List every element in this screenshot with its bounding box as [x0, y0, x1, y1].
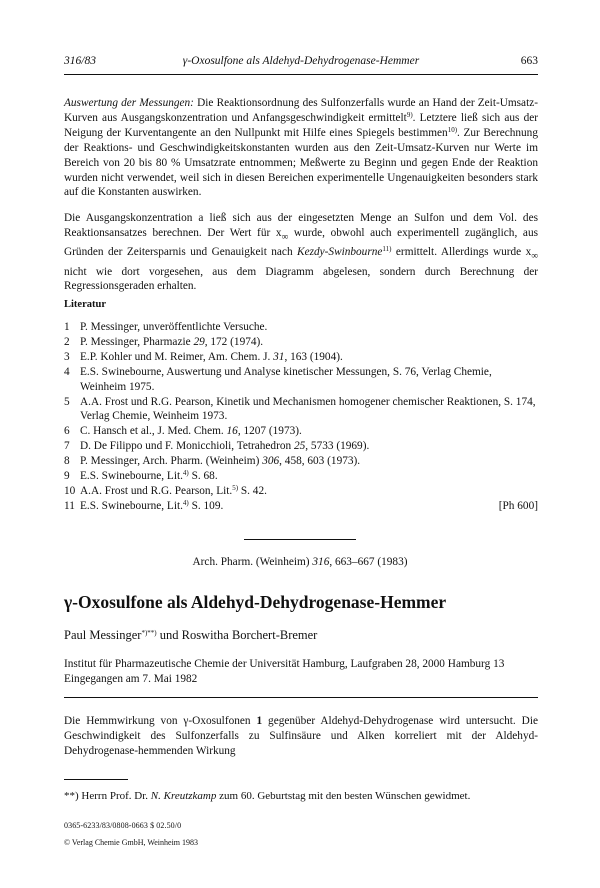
institute-address: Institut für Pharmazeutische Chemie der Universität Hamburg, Laufgraben 28, 2000 Hamburg 13 — [64, 658, 505, 670]
reference-list — [64, 320, 538, 514]
reference-item: 10 A.A. Frost und R.G. Pearson, Lit.$^{5)}$ S. 42. — [64, 483, 267, 497]
reference-item: 1 P. Messinger, unveröffentlichte Versuche. — [64, 321, 268, 333]
header-issue: 316/83 — [64, 55, 96, 67]
reference-item: 11 E.S. Swinebourne, Lit.$^{4)}$ S. 109. [Ph 600] — [64, 498, 538, 512]
author-name: Kezdy-Swinbourne — [297, 246, 383, 259]
reference-item: 4 E.S. Swinebourne, Auswertung und Analyse kinetischer Messungen, S. 76, Verlag Chemie, Weinheim 1975. — [64, 365, 492, 393]
reference-item: 6 C. Hansch et al., J. Med. Chem. 16, 1207 (1973). — [64, 425, 302, 438]
reference-item: 9 E.S. Swinebourne, Lit.$^{4)}$ S. 68. — [64, 469, 218, 483]
journal-citation: Arch. Pharm. (Weinheim) 316, 663–667 (1983) — [192, 556, 408, 568]
abstract: Die Hemmwirkung von γ-Oxosulfonen 1 gegenüber Aldehyd-Dehydrogenase wird untersucht. Die Geschwindigkeit des Sulfonzerfalls zu Sulfinsäure und Alken korreliert mit der Aldehyd-Dehydrogenase-hemmenden Wirkung — [64, 715, 538, 757]
article-title: γ-Oxosulfone als Aldehyd-Dehydrogenase-Hemmer — [64, 592, 447, 612]
reference-item: 2 P. Messinger, Pharmazie 29, 172 (1974). — [64, 335, 264, 348]
copyright-line: © Verlag Chemie GmbH, Weinheim 1983 — [64, 838, 199, 847]
ref-mark: 10) — [447, 125, 458, 134]
received-date: Eingegangen am 7. Mai 1982 — [64, 673, 198, 685]
footnote-rule — [64, 779, 128, 780]
reference-item: 7 D. De Filippo und F. Monicchioli, Tetrahedron 25, 5733 (1969). — [64, 440, 370, 453]
affiliation — [64, 657, 544, 687]
issn-code: 0365-6233/83/0808-0663 $ 02.50/0 — [64, 821, 182, 830]
header-title: γ-Oxosulfone als Aldehyd-Dehydrogenase-Hemmer — [182, 55, 420, 67]
article-separator — [244, 539, 356, 540]
ref-mark: 9) — [406, 110, 413, 119]
header-rule — [64, 74, 538, 75]
abstract-rule — [64, 697, 538, 698]
paragraph-concentration: Die Ausgangskonzentration a ließ sich aus der eingesetzten Menge an Sulfon und dem Vol. des Reaktionsansatzes berechnen. Der Wert für $x_\infty$ wurde, obwohl auch experimentell zugänglich, aus Gründen der Zeitersparnis und Genauigkeit nach Kezdy-Swinbourne$^{11)}$ ermittelt. Allerdings wurde $x_\infty$ nicht wie dort vorgesehen, aus dem Diagramm abgelesen, sondern durch Berechnung der Regressionsgeraden erhalten. — [64, 212, 538, 293]
reference-item: 3 E.P. Kohler und M. Reimer, Am. Chem. J. 31, 163 (1904). — [64, 350, 343, 363]
ref-mark: 11) — [382, 245, 392, 254]
reference-item: 8 P. Messinger, Arch. Pharm. (Weinheim) 306, 458, 603 (1973). — [64, 455, 361, 468]
author-line: Paul Messinger*)**) und Roswitha Borchert-Bremer — [64, 628, 318, 642]
page-number: 663 — [520, 55, 538, 67]
body-text — [64, 96, 538, 294]
section-label: Auswertung der Messungen: — [64, 97, 194, 109]
reference-item: 5 A.A. Frost und R.G. Pearson, Kinetik und Mechanismen homogener chemischer Reaktionen, S. 174, Verlag Chemie, Weinheim 1973. — [64, 395, 536, 423]
dedication-footnote: **) Herrn Prof. Dr. N. Kreutzkamp zum 60. Geburtstag mit den besten Wünschen gewidmet. — [64, 790, 471, 802]
paragraph-evaluation: Auswertung der Messungen: Die Reaktionsordnung des Sulfonzerfalls wurde an Hand der Zeit-Umsatz-Kurven aus Ausgangskonzentration und Anfangsgeschwindigkeit ermittelt$^{9)}$. Letztere ließ sich aus der Neigung der Kurventangente an den Nullpunkt mit Hilfe eines Spiegels bestimmen$^{10)}$. Zur Berechnung der Reaktions- und Geschwindigkeitskonstanten wurden aus den Zeit-Umsatz-Kurven nur Werte im Bereich von 20 bis 80 % Umsatzrate entnommen; Meßwerte zu Beginn und gegen Ende der Reaktion wurden nicht verwendet, weil sich in diesen Bereichen experimentelle Ungenauigkeiten besonders stark auf die Konstanten auswirken. — [64, 97, 538, 199]
literature-heading: Literatur — [64, 299, 106, 310]
manuscript-tag: [Ph 600] — [498, 499, 538, 512]
running-header — [64, 55, 538, 71]
